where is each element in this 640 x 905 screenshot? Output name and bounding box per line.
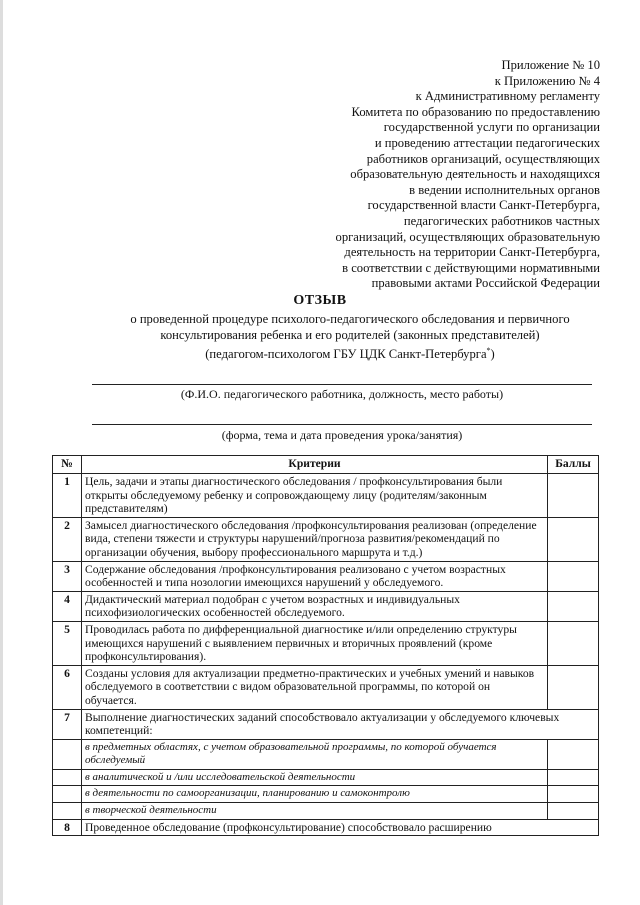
row-criterion: Выполнение диагностических заданий способствовало актуализации у обследуемого ключевых компетенций:	[82, 709, 599, 739]
form-fill-line[interactable]	[92, 424, 592, 425]
table-subrow	[53, 803, 599, 820]
appendix-line: правовыми актами Российской Федерации	[371, 276, 600, 291]
subrow-score[interactable]	[548, 769, 599, 786]
appendix-line: деятельность на территории Санкт-Петербурга,	[344, 245, 600, 260]
criteria-table	[52, 455, 599, 836]
row-criterion: Созданы условия для актуализации предметно-практических и учебных умений и навыков обследуемого в соответствии с видом образовательной программы, по которой он обучается.	[82, 665, 548, 709]
table-row	[53, 709, 599, 739]
subtitle-line: о проведенной процедуре психолого-педагогического обследования и первичного	[130, 312, 570, 326]
footnote-mark: *	[486, 346, 491, 355]
row-num: 4	[53, 591, 82, 621]
row-num: 6	[53, 665, 82, 709]
appendix-line: государственной власти Санкт-Петербурга,	[367, 198, 600, 213]
appendix-line: к Административному регламенту	[415, 89, 600, 104]
row-num: 3	[53, 561, 82, 591]
row-num: 1	[53, 474, 82, 518]
subtitle-line-end: )	[490, 347, 495, 362]
row-score[interactable]	[548, 665, 599, 709]
subrow-num	[53, 769, 82, 786]
row-criterion: Замысел диагностического обследования /профконсультирования реализован (определение вида, степени тяжести и структуры нарушений/прогноза развития/рекомендаций по организации обучения, выбору профессионального маршрута и т.д.)	[82, 517, 548, 561]
row-score[interactable]	[548, 517, 599, 561]
row-score[interactable]	[548, 591, 599, 621]
subtitle-line: консультирования ребенка и его родителей (законных представителей)	[160, 327, 540, 342]
row-criterion: Цель, задачи и этапы диагностического обследования / профконсультирования были открыты обследуемому ребенку и сопровождающему лицу (родителям/законным представителям)	[82, 474, 548, 518]
form-caption: (форма, тема и дата проведения урока/занятия)	[221, 428, 463, 442]
subrow-num	[53, 786, 82, 803]
appendix-line: Комитета по образованию по предоставлению	[351, 104, 600, 119]
row-score[interactable]	[548, 474, 599, 518]
row-criterion: Проведенное обследование (профконсультирование) способствовало расширению	[82, 819, 599, 836]
subrow-criterion: в предметных областях, с учетом образовательной программы, по которой обучается обследуемый	[82, 739, 548, 769]
appendix-line: и проведению аттестации педагогических	[374, 135, 600, 150]
table-header-row	[53, 456, 599, 474]
appendix-line: работников организаций, осуществляющих	[366, 151, 600, 166]
row-score[interactable]	[548, 561, 599, 591]
document-title: ОТЗЫВ	[293, 293, 347, 308]
subrow-score[interactable]	[548, 803, 599, 820]
table-row	[53, 561, 599, 591]
appendix-line: организаций, осуществляющих образовательную	[335, 229, 600, 244]
appendix-line: Приложение № 10	[501, 58, 600, 72]
appendix-line: в ведении исполнительных органов	[409, 182, 600, 197]
table-row	[53, 819, 599, 836]
header-score: Баллы	[548, 456, 599, 474]
subrow-num	[53, 803, 82, 820]
table-row	[53, 665, 599, 709]
table-row	[53, 621, 599, 665]
header-criteria: Критерии	[82, 456, 548, 474]
appendix-line: педагогических работников частных	[403, 213, 600, 228]
subtitle-line	[60, 343, 640, 363]
row-num: 8	[53, 819, 82, 836]
document-subtitle	[60, 312, 640, 363]
scan-edge	[0, 0, 3, 905]
subrow-criterion: в аналитической и /или исследовательской деятельности	[82, 769, 548, 786]
table-row	[53, 474, 599, 518]
row-num: 7	[53, 709, 82, 739]
appendix-line: образовательную деятельность и находящихся	[350, 167, 600, 182]
subrow-num	[53, 739, 82, 769]
subrow-criterion: в деятельности по самоорганизации, планированию и самоконтролю	[82, 786, 548, 803]
row-score[interactable]	[548, 621, 599, 665]
subrow-score[interactable]	[548, 739, 599, 769]
header-num: №	[53, 456, 82, 474]
row-num: 5	[53, 621, 82, 665]
subrow-score[interactable]	[548, 786, 599, 803]
appendix-line: в соответствии с действующими нормативными	[342, 260, 600, 275]
table-subrow	[53, 786, 599, 803]
appendix-header	[270, 58, 600, 292]
row-criterion: Содержание обследования /профконсультирования реализовано с учетом возрастных особенностей и типа нозологии имеющихся нарушений у обследуемого.	[82, 561, 548, 591]
row-num: 2	[53, 517, 82, 561]
table-row	[53, 591, 599, 621]
table-row	[53, 517, 599, 561]
fio-caption: (Ф.И.О. педагогического работника, должность, место работы)	[180, 387, 504, 401]
subrow-criterion: в творческой деятельности	[82, 803, 548, 820]
appendix-line: к Приложению № 4	[494, 73, 600, 88]
subtitle-line-text: (педагогом-психологом ГБУ ЦДК Санкт-Петербурга	[205, 347, 487, 362]
appendix-line: государственной услуги по организации	[383, 120, 600, 135]
row-criterion: Проводилась работа по дифференциальной диагностике и/или определению структуры имеющихся нарушений с выявлением первичных и вторичных проявлений (кроме профконсультирования).	[82, 621, 548, 665]
table-subrow	[53, 739, 599, 769]
fio-fill-line[interactable]	[92, 384, 592, 385]
row-criterion: Дидактический материал подобран с учетом возрастных и индивидуальных психофизиологических особенностей обследуемого.	[82, 591, 548, 621]
table-subrow	[53, 769, 599, 786]
